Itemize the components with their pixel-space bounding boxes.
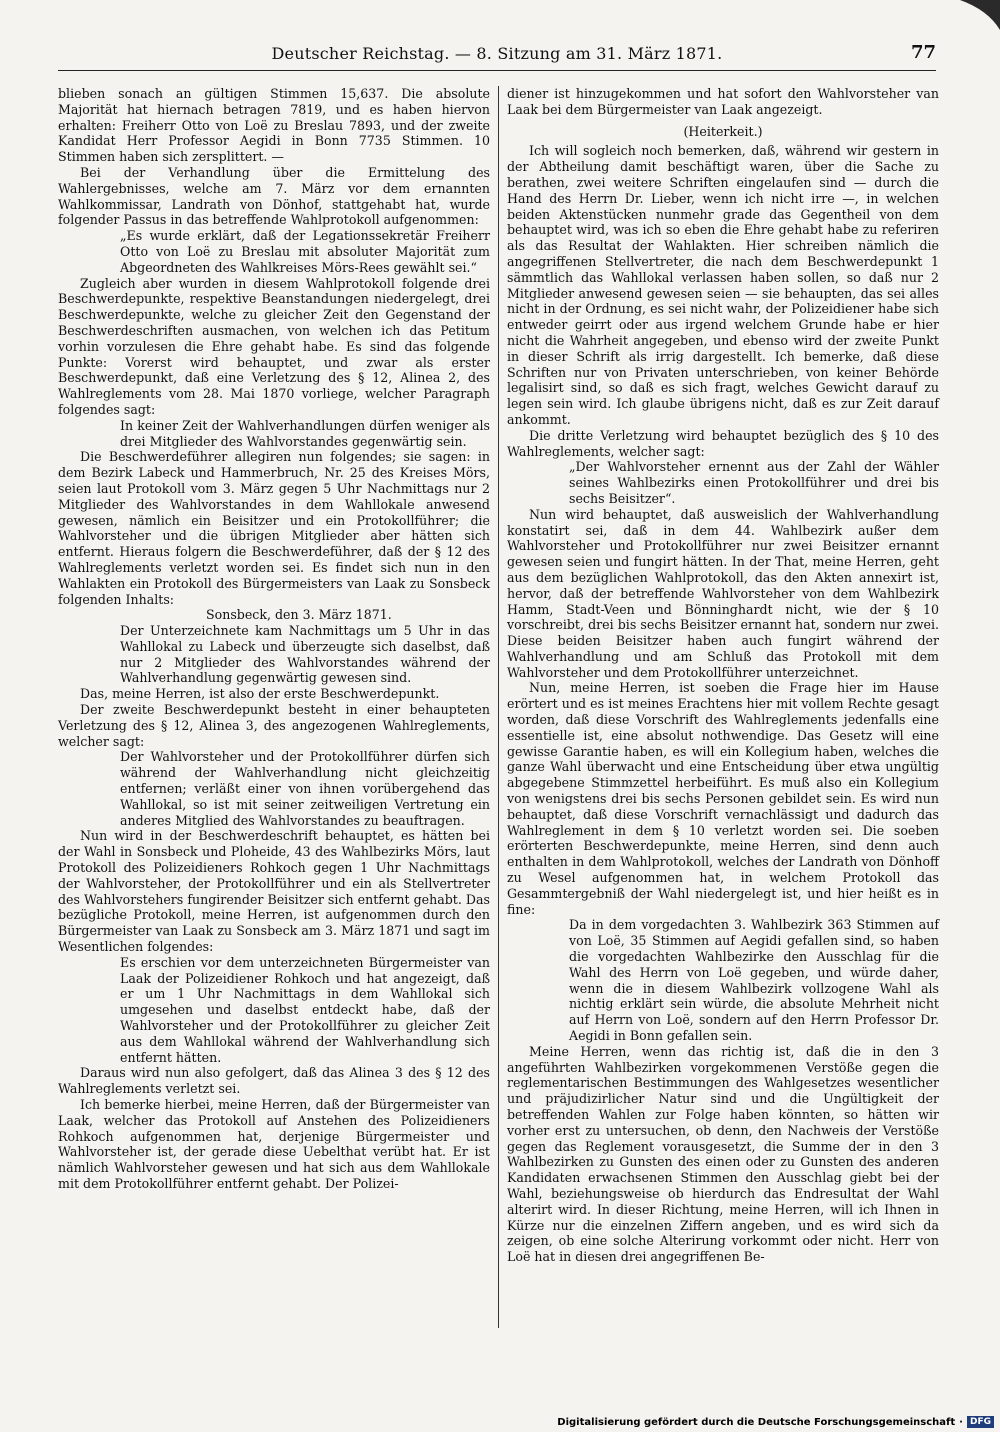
paragraph: Ich bemerke hierbei, meine Herren, daß der Bürgermeister van Laak, welcher das Protokoll auf Anstehen des Polizeidieners Rohkoch aufgenommen hat, derjenige Bürgermeister und Wahlvorsteher ist, der gerade diese Uebelthat verübt hat. Er ist nämlich Wahlvorsteher gewesen und hat sich aus dem Wahllokale mit dem Protokollführer entfernt gehabt. Der Polizei- xyxy=(58,1097,490,1191)
paragraph: Nun wird in der Beschwerdeschrift behauptet, es hätten bei der Wahl in Sonsbeck und Ploheide, 43 des Wahlbezirks Mörs, laut Protokoll des Polizeidieners Rohkoch gegen 1 Uhr Nachmittags der Wahlvorsteher, der Protokollführer und ein als Stellvertreter des Wahlvorstehers fungirender Beisitzer sich entfernt gehabt. Das bezügliche Protokoll, meine Herren, ist aufgenommen durch den Bürgermeister van Laak zu Sonsbeck am 3. März 1871 und sagt im Wesentlichen folgendes: xyxy=(58,828,490,955)
paragraph: Das, meine Herren, ist also der erste Beschwerdepunkt. xyxy=(80,686,440,702)
paragraph: In keiner Zeit der Wahlverhandlungen dürfen weniger als drei Mitglieder des Wahlvorstandes gegenwärtig sein. xyxy=(120,417,490,449)
footer-text: Digitalisierung gefördert durch die Deutsche Forschungsgemeinschaft xyxy=(557,1416,956,1428)
paragraph: Nun, meine Herren, ist soeben die Frage hier im Hause erörtert und es ist meines Erachtens hier mit vollem Rechte gesagt worden, daß diese Vorschrift des Wahlreglements jedenfalls eine essentielle ist, eine absolut nothwendige. Das Gesetz will eine gewisse Garantie haben, es will ein Kollegium haben, welches die ganze Wahl überwacht und eine Entscheidung über etwa ungültig abgegebene Stimmzettel herbeiführt. Es muß also ein Kollegium von wenigstens drei bis sechs Personen gebildet sein. Es wird nun behauptet, daß diese Vorschrift vernachlässigt und dadurch das Wahlreglement in dem § 10 verletzt worden sei. Die soeben erörterten Beschwerdepunkte, meine Herren, sind denn auch enthalten in dem Wahlprotokoll, welches der Landrath von Dönhoff zu Wesel aufgenommen hat, in welchem Protokoll das Gesammtergebniß der Wahl niedergelegt ist, und hier heißt es in fine: xyxy=(507,680,939,917)
paragraph: Es erschien vor dem unterzeichneten Bürgermeister van Laak der Polizeidiener Rohkoch und hat angezeigt, daß er um 1 Uhr Nachmittags in dem Wahllokal sich umgesehen und daselbst entdeckt habe, daß der Wahlvorsteher und der Protokollführer zu gleicher Zeit aus dem Wahllokal während der Wahlverhandlung sich entfernt hätten. xyxy=(120,954,490,1065)
left-column xyxy=(58,86,490,1192)
paragraph: Zugleich aber wurden in diesem Wahlprotokoll folgende drei Beschwerdepunkte, respektive Beanstandungen niedergelegt, drei Beschwerdepunkte, welche zu gleicher Zeit den Gegenstand der Beschwerdeschriften ausmachen, von welchen ich das Petitum vorhin vorzulesen die Ehre gehabt habe. Es sind das folgende Punkte: Vorerst wird behauptet, und zwar als erster Beschwerdepunkt, daß eine Verletzung des § 12, Alinea 2, des Wahlreglements vom 28. Mai 1870 vorliege, welcher Paragraph folgendes sagt: xyxy=(58,275,490,417)
paragraph: diener ist hinzugekommen und hat sofort den Wahlvorsteher van Laak bei dem Bürgermeister van Laak angezeigt. xyxy=(507,86,939,117)
paragraph: Daraus wird nun also gefolgert, daß das Alinea 3 des § 12 des Wahlreglements verletzt sei. xyxy=(58,1065,490,1097)
paragraph: Meine Herren, wenn das richtig ist, daß die in den 3 angeführten Wahlbezirken vorgekommenen Verstöße gegen die reglementarischen Bestimmungen des Wahlgesetzes wesentlicher und präjudizirlicher Natur sind und die Ungültigkeit der betreffenden Wahlen zur Folge haben könnten, so hätten wir vorher erst zu untersuchen, ob denn, den Nachweis der Verstöße gegen das Reglement vorausgesetzt, die Summe der in den 3 Wahlbezirken zu Gunsten des einen oder zu Gunsten des anderen Kandidaten erwachsenen Stimmen den Ausschlag giebt bei der Wahl, beziehungsweise ob hierdurch das Endresultat der Wahl alterirt wird. In dieser Richtung, meine Herren, will ich Ihnen in Kürze nur die einzelnen Ziffern angeben, und es wird sich da zeigen, ob eine solche Alterirung vorkommt oder nicht. Herr von Loë hat in diesen drei angegriffenen Be- xyxy=(507,1043,939,1265)
paragraph: (Heiterkeit.) xyxy=(683,123,763,139)
paragraph: Die Beschwerdeführer allegiren nun folgendes; sie sagen: in dem Bezirk Labeck und Hammerbruch, Nr. 25 des Kreises Mörs, seien laut Protokoll vom 3. März gegen 5 Uhr Nachmittags nur 2 Mitglieder des Wahlvorstandes in dem Wahllokale anwesend gewesen, nämlich ein Beisitzer und ein Protokollführer; die Wahlvorsteher und die übrigen Mitglieder aber hätten sich entfernt. Hieraus folgern die Beschwerdeführer, daß der § 12 des Wahlreglements verletzt worden sei. Es findet sich nun in den Wahlakten ein Protokoll des Bürgermeisters van Laak zu Sonsbeck folgenden Inhalts: xyxy=(58,449,490,607)
paragraph: Sonsbeck, den 3. März 1871. xyxy=(206,607,392,623)
header-title: Deutscher Reichstag. — 8. Sitzung am 31. März 1871. xyxy=(271,44,723,63)
page-corner-mark xyxy=(960,0,1000,30)
paragraph: Der Unterzeichnete kam Nachmittags um 5 Uhr in das Wahllokal zu Labeck und überzeugte sich daselbst, daß nur 2 Mitglieder des Wahlvorstandes während der Wahlverhandlung gegenwärtig gewesen sind. xyxy=(120,623,490,686)
running-header xyxy=(58,40,936,71)
paragraph: „Der Wahlvorsteher ernennt aus der Zahl der Wähler seines Wahlbezirks einen Protokollführer und drei bis sechs Beisitzer“. xyxy=(569,459,939,506)
paragraph: „Es wurde erklärt, daß der Legationssekretär Freiherr Otto von Loë zu Breslau mit absoluter Majorität zum Abgeordneten des Wahlkreises Mörs-Rees gewählt sei.“ xyxy=(120,228,490,275)
paragraph: blieben sonach an gültigen Stimmen 15,637. Die absolute Majorität hat hiernach betragen 7819, und es haben hiervon erhalten: Freiherr Otto von Loë zu Breslau 7893, und der zweite Kandidat Herr Professor Aegidi in Bonn 7735 Stimmen. 10 Stimmen haben sich zersplittert. — xyxy=(58,86,490,165)
paragraph: Nun wird behauptet, daß ausweislich der Wahlverhandlung konstatirt sei, daß in dem 44. Wahlbezirk außer dem Wahlvorsteher und Protokollführer nur zwei Beisitzer ernannt gewesen seien und fungirt hätten. In der That, meine Herren, geht aus dem bezüglichen Wahlprotokoll, das den Akten annexirt ist, hervor, daß der betreffende Wahlvorsteher von dem Wahlbezirk Hamm, Stadt-Veen und Bönninghardt nicht, wie der § 10 vorschreibt, drei bis sechs Beisitzer ernannt hat, sondern nur zwei. Diese beiden Beisitzer haben auch fungirt während der Wahlverhandlung und am Schluß das Protokoll mit dem Wahlvorsteher und dem Protokollführer unterzeichnet. xyxy=(507,506,939,680)
paragraph: Bei der Verhandlung über die Ermittelung des Wahlergebnisses, welche am 7. März vor dem ernannten Wahlkommissar, Landrath von Dönhof, stattgehabt hat, wurde folgender Passus in das betreffende Wahlprotokoll aufgenommen: xyxy=(58,164,490,228)
paragraph: Die dritte Verletzung wird behauptet bezüglich des § 10 des Wahlreglements, welcher sagt: xyxy=(507,427,939,459)
paragraph: Der Wahlvorsteher und der Protokollführer dürfen sich während der Wahlverhandlung nicht gleichzeitig entfernen; verläßt einer von ihnen vorübergehend das Wahllokal, so ist mit seiner zeitweiligen Vertretung ein anderes Mitglied des Wahlvorstandes zu beauftragen. xyxy=(120,749,490,828)
footer-credit: Digitalisierung gefördert durch die Deutsche Forschungsgemeinschaft · DFG xyxy=(557,1416,994,1428)
paragraph: Der zweite Beschwerdepunkt besteht in einer behaupteten Verletzung des § 12, Alinea 3, des angezogenen Wahlreglements, welcher sagt: xyxy=(58,702,490,749)
column-divider xyxy=(498,86,499,1328)
paragraph: Da in dem vorgedachten 3. Wahlbezirk 363 Stimmen auf von Loë, 35 Stimmen auf Aegidi gefallen sind, so haben die vorgedachten Wahlbezirke den Ausschlag für die Wahl des Herrn von Loë gegeben, und würde daher, wenn die in diesem Wahlbezirk vollzogene Wahl als nichtig erklärt sein würde, die absolute Mehrheit nicht auf Herrn von Loë, sondern auf den Herrn Professor Dr. Aegidi in Bonn gefallen sein. xyxy=(569,917,939,1044)
right-column xyxy=(507,86,939,1265)
dfg-logo: DFG xyxy=(967,1416,994,1428)
page-number: 77 xyxy=(910,42,936,63)
paragraph: Ich will sogleich noch bemerken, daß, während wir gestern in der Abtheilung damit beschäftigt waren, über die Sache zu berathen, zwei weitere Schriften eingelaufen sind — durch die Hand des Herrn Dr. Lieber, wenn ich nicht irre —, in welchen beiden Aktenstücken nunmehr grade das Gegentheil von dem behauptet wird, was ich so eben die Ehre gehabt habe zu referiren als das Resultat der Wahlakten. Hier schreiben nämlich die angegriffenen Stellvertreter, die nach dem Beschwerdepunkt 1 sämmtlich das Wahllokal verlassen haben sollen, so daß nur 2 Mitglieder anwesend gewesen seien — sie behaupten, das sei alles nicht in der Ordnung, es sei nicht wahr, der Polizeidiener habe sich entweder geirrt oder aus irgend welchem Grunde habe er hier nicht die Wahrheit angegeben, und ebenso wird der zweite Punkt in dieser Schrift als irrig dargestellt. Ich bemerke, daß diese Schriften nur von Privaten unterschrieben, von keiner Behörde legalisirt sind, so daß es sich fragt, welches Gewicht darauf zu legen sein wird. Ich glaube übrigens nicht, daß es zur Zeit darauf ankommt. xyxy=(507,143,939,427)
